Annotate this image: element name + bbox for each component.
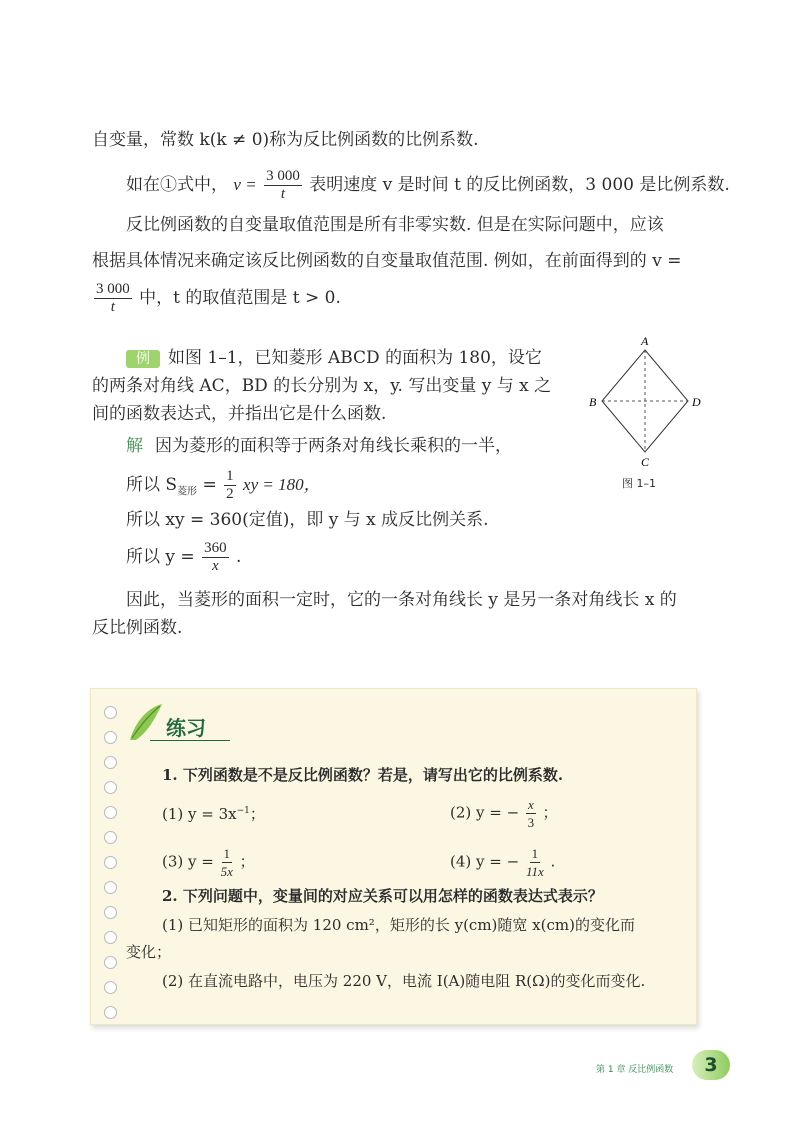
chapter-label: 第 1 章 反比例函数 (596, 1065, 674, 1075)
fraction (224, 468, 236, 503)
fraction (94, 281, 132, 316)
text: 如在①式中， (126, 175, 228, 195)
solution-line3: 所以 xy = 360(定值)，即 y 与 x 成反比例关系. (126, 510, 489, 530)
text: 因为菱形的面积等于两条对角线长乘积的一半， (155, 436, 512, 456)
exercise-q2-1-line2: 变化； (126, 943, 172, 961)
numerator: 1 (223, 846, 230, 861)
text: . (550, 852, 556, 871)
solution-label: 解 (126, 436, 143, 456)
example-line3: 间的函数表达式，并指出它是什么函数. (92, 404, 387, 424)
exercise-title: 练习 (166, 716, 206, 740)
numerator: 1 (531, 846, 539, 861)
text: ； (239, 852, 255, 871)
paragraph-example-formula (126, 168, 730, 203)
fraction (264, 168, 302, 203)
binder-ring (104, 806, 117, 819)
fraction (526, 796, 536, 831)
binder-ring (104, 781, 117, 794)
example-line2: 的两条对角线 AC，BD 的长分别为 x，y. 写出变量 y 与 x 之 (92, 376, 552, 396)
binder-ring (104, 981, 117, 994)
denominator: 5x (220, 864, 233, 879)
exercise-q2: 2. 下列问题中，变量间的对应关系可以用怎样的函数表达式表示？ (162, 887, 603, 905)
exercise-q1: 1. 下列函数是不是反比例函数？若是，请写出它的比例系数. (162, 766, 564, 784)
figure-caption: 图 1–1 (622, 477, 656, 490)
text: xy = 180， (243, 475, 321, 494)
example-line1 (126, 346, 542, 370)
title-underline (150, 740, 230, 741)
solution-line2 (126, 468, 321, 504)
numerator: x (527, 797, 534, 812)
text: 中，t 的取值范围是 t > 0. (139, 288, 341, 308)
page-number: 3 (692, 1050, 730, 1080)
rhombus-figure (583, 330, 723, 470)
conclusion-line1: 因此，当菱形的面积一定时，它的一条对角线长 y 是另一条对角线长 x 的 (126, 590, 677, 610)
text: ； (249, 805, 265, 823)
denominator: t (110, 299, 115, 315)
text: . (235, 547, 242, 567)
text: (4) y = − (450, 852, 520, 871)
paragraph-definition: 自变量，常数 k(k ≠ 0)称为反比例函数的比例系数. (92, 130, 479, 150)
text: 如图 1–1，已知菱形 ABCD 的面积为 180，设它 (168, 348, 542, 368)
text: 所以 S (126, 475, 178, 495)
paragraph-domain-line1: 反比例函数的自变量取值范围是所有非零实数. 但是在实际问题中，应该 (126, 215, 664, 235)
binder-ring (104, 706, 117, 719)
fraction (202, 540, 229, 575)
fraction (526, 845, 544, 880)
exercise-q2-2: (2) 在直流电路中，电压为 220 V，电流 I(A)随电阻 R(Ω)的变化而变化. (162, 972, 646, 990)
exercise-q1-3 (162, 845, 255, 880)
binder-ring (104, 731, 117, 744)
denominator: 3 (527, 815, 535, 830)
binder-ring (104, 931, 117, 944)
binder-ring (104, 881, 117, 894)
superscript: −1 (236, 806, 250, 816)
exercise-q2-1-line1: (1) 已知矩形的面积为 120 cm²，矩形的长 y(cm)随宽 x(cm)的变化而 (162, 916, 635, 934)
exercise-q1-4 (450, 845, 555, 880)
numerator: 360 (204, 540, 227, 556)
denominator: 11x (525, 864, 544, 879)
solution-line1 (126, 434, 512, 458)
binder-ring (104, 1006, 117, 1019)
denominator: x (211, 558, 219, 574)
equals: = (202, 475, 217, 495)
subscript: 菱形 (177, 486, 198, 498)
formula-lhs: v = (233, 175, 257, 194)
paragraph-domain-line3 (92, 281, 341, 316)
text: 表明速度 v 是时间 t 的反比例函数，3 000 是比例系数. (309, 175, 730, 195)
vertex-label-c: C (641, 455, 650, 469)
denominator: t (280, 186, 286, 202)
binder-ring (104, 756, 117, 769)
exercise-q1-2 (450, 796, 558, 831)
vertex-label-d: D (692, 395, 701, 409)
denominator: 2 (226, 486, 234, 502)
numerator: 3 000 (96, 281, 130, 297)
binder-ring (104, 831, 117, 844)
text: (1) y = 3x (162, 805, 237, 823)
fraction (221, 845, 233, 880)
vertex-label-b: B (589, 395, 597, 409)
binder-ring (104, 956, 117, 969)
numerator: 1 (226, 468, 234, 484)
vertex-label-a: A (641, 334, 649, 348)
conclusion-line2: 反比例函数. (92, 618, 183, 638)
paragraph-domain-line2: 根据具体情况来确定该反比例函数的自变量取值范围. 例如，在前面得到的 v = (92, 251, 682, 271)
text: ； (542, 803, 558, 822)
leaf-icon (126, 700, 166, 744)
exercise-q1-1 (162, 800, 265, 825)
text: (2) y = − (450, 803, 520, 822)
text: (3) y = (162, 852, 214, 871)
solution-line4 (126, 540, 241, 575)
numerator: 3 000 (266, 168, 300, 184)
binder-ring (104, 856, 117, 869)
example-tag: 例 (126, 350, 160, 368)
text: 所以 y = (126, 547, 195, 567)
binder-ring (104, 906, 117, 919)
